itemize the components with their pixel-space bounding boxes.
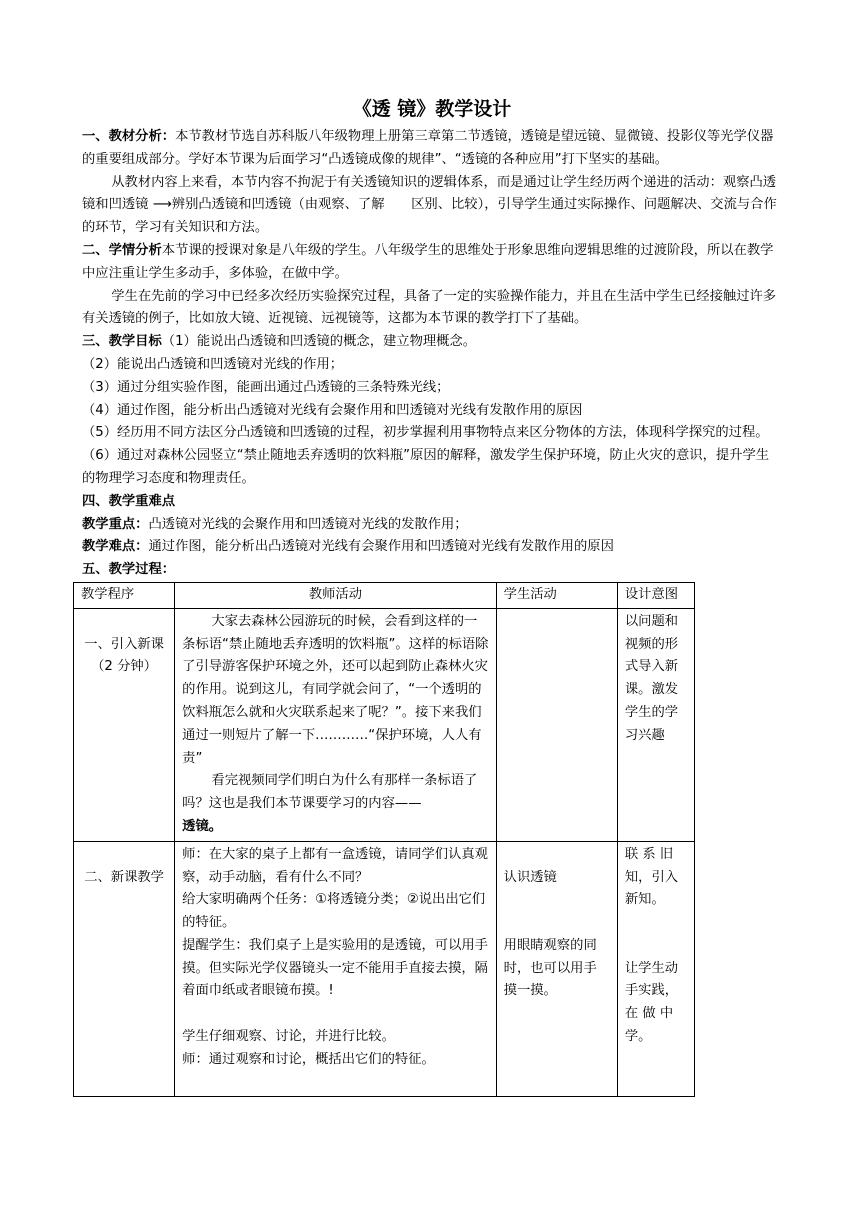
key-point-text: 凸透镜对光线的会聚作用和凹透镜对光线的发散作用； bbox=[148, 516, 468, 532]
row2-student bbox=[496, 841, 617, 1097]
row1-stage-time: （2 分钟） bbox=[91, 659, 158, 675]
difficult-point-text: 通过作图，能分析出凸透镜对光线有会聚作用和凹透镜对光线有发散作用的原因 bbox=[148, 539, 614, 555]
row1-teacher-p1: 大家去森林公园游玩的时候，会看到这样的一条标语“禁止随地丢弃透明的饮料瓶”。这样的标语除了引导游客保护环境之外，还可以起到防止森林火灾的作用。说到这儿，有同学就会问了，“一个透明的饮料瓶怎么就和火灾联系起来了呢？”。接下来我们通过一则短片了解一下…………“保护环境，人人有责” bbox=[182, 613, 489, 766]
goal-6: （6）通过对森林公园竖立“禁止随地丢弃透明的饮料瓶”原因的解释，激发学生保护环境，防止火灾的意识，提升学生的物理学习态度和物理责任。 bbox=[82, 448, 770, 486]
header-stage: 教学程序 bbox=[74, 582, 175, 608]
table-header-row bbox=[74, 582, 695, 608]
row2-teacher-p4: 学生仔细观察、讨论，并进行比较。 bbox=[182, 1029, 395, 1045]
row2-design-p2: 让学生动手实践，在 做 中学。 bbox=[624, 960, 679, 1045]
section-2-para-2: 学生在先前的学习中已经多次经历实验探究过程，具备了一定的实验操作能力，并且在生活中学生已经接触过许多有关透镜的例子，比如放大镜、近视镜、远视镜等，这都为本节课的教学打下了基础。 bbox=[82, 288, 777, 327]
row1-stage-label: 一、引入新课 bbox=[84, 636, 164, 652]
row2-teacher-p2: 给大家明确两个任务：①将透镜分类；②说出出它们的特征。 bbox=[182, 892, 486, 931]
goal-3: （3）通过分组实验作图，能画出通过凸透镜的三条特殊光线； bbox=[82, 379, 450, 395]
row2-stage bbox=[74, 841, 175, 1097]
row2-design bbox=[617, 841, 694, 1097]
section-2 bbox=[82, 240, 782, 286]
row2-student-p1: 认识透镜 bbox=[503, 869, 557, 885]
section-1-heading: 一、教材分析： bbox=[82, 129, 176, 144]
row2-teacher-p1: 师：在大家的桌子上都有一盒透镜，请同学们认真观察，动手动脑，看有什么不同？ bbox=[182, 846, 488, 885]
key-point bbox=[82, 514, 782, 537]
section-2-text: 本节课的授课对象是八年级的学生。八年级学生的思维处于形象思维向逻辑思维的过渡阶段，所以在教学中应注重让学生多动手，多体验，在做中学。 bbox=[82, 242, 774, 281]
row2-stage-label: 二、新课教学 bbox=[84, 869, 164, 885]
row1-design: 以问题和视频的形式导入新课。激发学生的学习兴趣 bbox=[617, 608, 694, 841]
row2-teacher bbox=[175, 841, 497, 1097]
row1-stage bbox=[74, 608, 175, 841]
section-1-text: 本节教材节选自苏科版八年级物理上册第三章第二节透镜，透镜是望远镜、显微镜、投影仪等光学仪器的重要组成部分。学好本节课为后面学习“凸透镜成像的规律”、“透镜的各种应用”打下坚实的基础。 bbox=[82, 129, 774, 167]
header-student: 学生活动 bbox=[496, 582, 617, 608]
row1-teacher-bold: 透镜。 bbox=[182, 818, 223, 834]
row1-teacher-p2: 看完视频同学们明白为什么有那样一条标语了吗？这也是我们本节课要学习的内容—— bbox=[182, 773, 478, 812]
header-design: 设计意图 bbox=[617, 582, 694, 608]
difficult-point-label: 教学难点： bbox=[82, 539, 149, 555]
section-1 bbox=[82, 126, 782, 172]
goal-5: （5）经历用不同方法区分凸透镜和凹透镜的过程，初步掌握利用事物特点来区分物体的方法，体现科学探究的过程。 bbox=[82, 425, 769, 441]
document-title: 《透 镜》教学设计 bbox=[352, 98, 512, 120]
table-row bbox=[74, 841, 695, 1097]
section-3-heading: 三、教学目标 bbox=[82, 334, 162, 350]
row1-teacher bbox=[175, 608, 497, 841]
document-page bbox=[82, 96, 782, 1097]
row2-design-p1: 联 系 旧知，引入新知。 bbox=[624, 846, 679, 908]
section-2-heading: 二、学情分析 bbox=[82, 242, 162, 258]
process-table bbox=[73, 582, 695, 1098]
table-row bbox=[74, 608, 695, 841]
goal-1: （1）能说出凸透镜和凹透镜的概念，建立物理概念。 bbox=[161, 334, 477, 350]
row1-student bbox=[496, 608, 617, 841]
section-5-heading: 五、教学过程： bbox=[82, 562, 176, 578]
section-1-para-2: 从教材内容上来看，本节内容不拘泥于有关透镜知识的逻辑体系，而是通过让学生经历两个递进的活动：观察凸透镜和凹透镜 ⟶辨别凸透镜和凹透镜（由观察、了解 区别、比较），引导学生通过实际操作、问题解决、交流与合作的环节，学习有关知识和方法。 bbox=[82, 174, 777, 236]
section-4-heading: 四、教学重难点 bbox=[82, 493, 176, 509]
section-3 bbox=[82, 331, 782, 354]
row2-teacher-p5: 师：通过观察和讨论，概括出它们的特征。 bbox=[182, 1051, 435, 1067]
row2-student-p2: 用眼睛观察的同时，也可以用手摸一摸。 bbox=[503, 937, 597, 999]
header-teacher: 教师活动 bbox=[175, 582, 497, 608]
row2-teacher-p3: 提醒学生：我们桌子上是实验用的是透镜，可以用手摸。但实际光学仪器镜头一定不能用手直接去摸，隔着面巾纸或者眼镜布摸。! bbox=[182, 937, 488, 999]
goal-4: （4）通过作图，能分析出凸透镜对光线有会聚作用和凹透镜对光线有发散作用的原因 bbox=[82, 402, 583, 418]
key-point-label: 教学重点： bbox=[82, 516, 149, 532]
goal-2: （2）能说出凸透镜和凹透镜对光线的作用； bbox=[82, 356, 344, 372]
difficult-point bbox=[82, 536, 782, 559]
